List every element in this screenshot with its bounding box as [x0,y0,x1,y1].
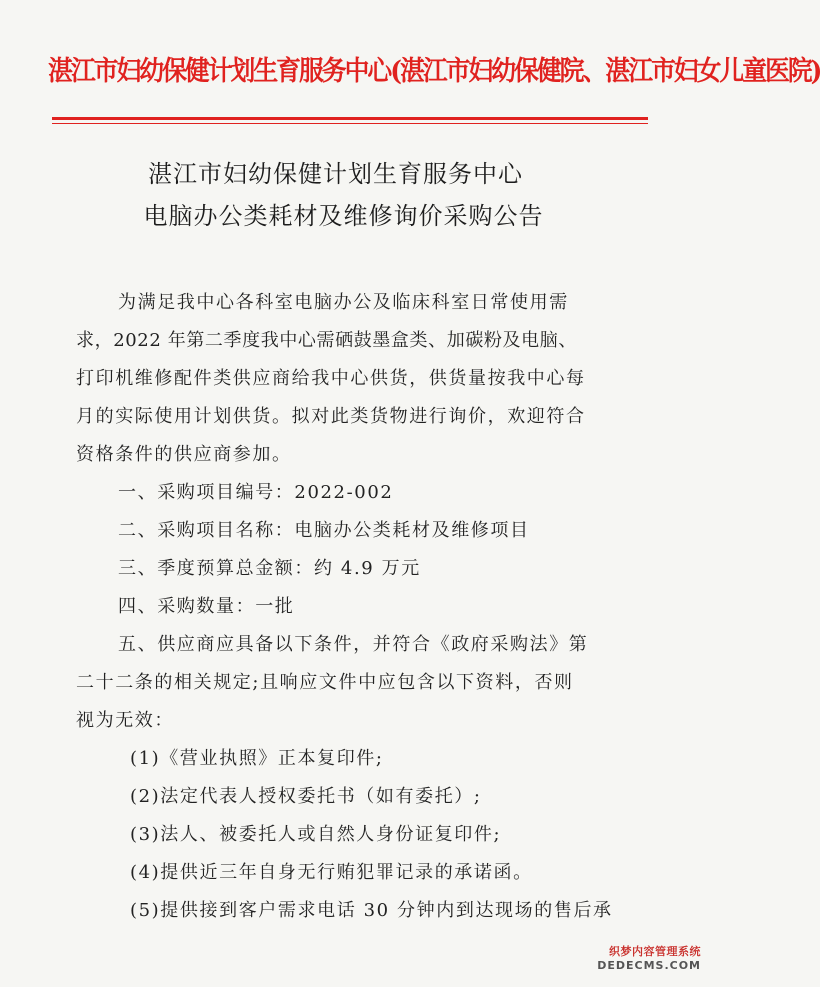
letterhead-rule-thick [52,117,648,120]
watermark-cn: 织梦内容管理系统 [609,945,701,958]
intro-line: 打印机维修配件类供应商给我中心供货，供货量按我中心每 [76,368,586,389]
intro-line: 为满足我中心各科室电脑办公及临床科室日常使用需 [118,292,569,313]
project-name: 二、采购项目名称：电脑办公类耗材及维修项目 [118,520,530,541]
letterhead-title: 湛江市妇幼保健计划生育服务中心(湛江市妇幼保健院、湛江市妇女儿童医院) [48,56,820,87]
intro-line: 月的实际使用计划供货。拟对此类货物进行询价，欢迎符合 [76,406,586,427]
requirement-item: (4)提供近三年自身无行贿犯罪记录的承诺函。 [130,862,533,883]
notice-title-line-1: 湛江市妇幼保健计划生育服务中心 [148,160,523,188]
watermark [589,943,701,979]
requirement-item: (5)提供接到客户需求电话 30 分钟内到达现场的售后承 [130,900,613,921]
requirement-item: (2)法定代表人授权委托书（如有委托）; [130,786,482,807]
procurement-quantity: 四、采购数量：一批 [118,596,295,617]
supplier-conditions-line: 二十二条的相关规定;且响应文件中应包含以下资料，否则 [76,672,574,693]
quarterly-budget: 三、季度预算总金额：约 4.9 万元 [118,558,421,579]
requirement-item: (3)法人、被委托人或自然人身份证复印件; [130,824,502,845]
intro-line: 求，2022 年第二季度我中心需硒鼓墨盒类、加碳粉及电脑、 [76,330,577,351]
supplier-conditions-line: 视为无效： [76,710,174,731]
requirement-item: (1)《营业执照》正本复印件; [130,748,384,769]
letterhead-rule-thin [52,123,648,124]
notice-title-line-2: 电脑办公类耗材及维修询价采购公告 [143,202,544,230]
supplier-conditions-line: 五、供应商应具备以下条件，并符合《政府采购法》第 [118,634,589,655]
intro-line: 资格条件的供应商参加。 [76,444,292,465]
watermark-en: DEDECMS.COM [597,959,701,972]
project-number: 一、采购项目编号：2022-002 [118,482,394,503]
